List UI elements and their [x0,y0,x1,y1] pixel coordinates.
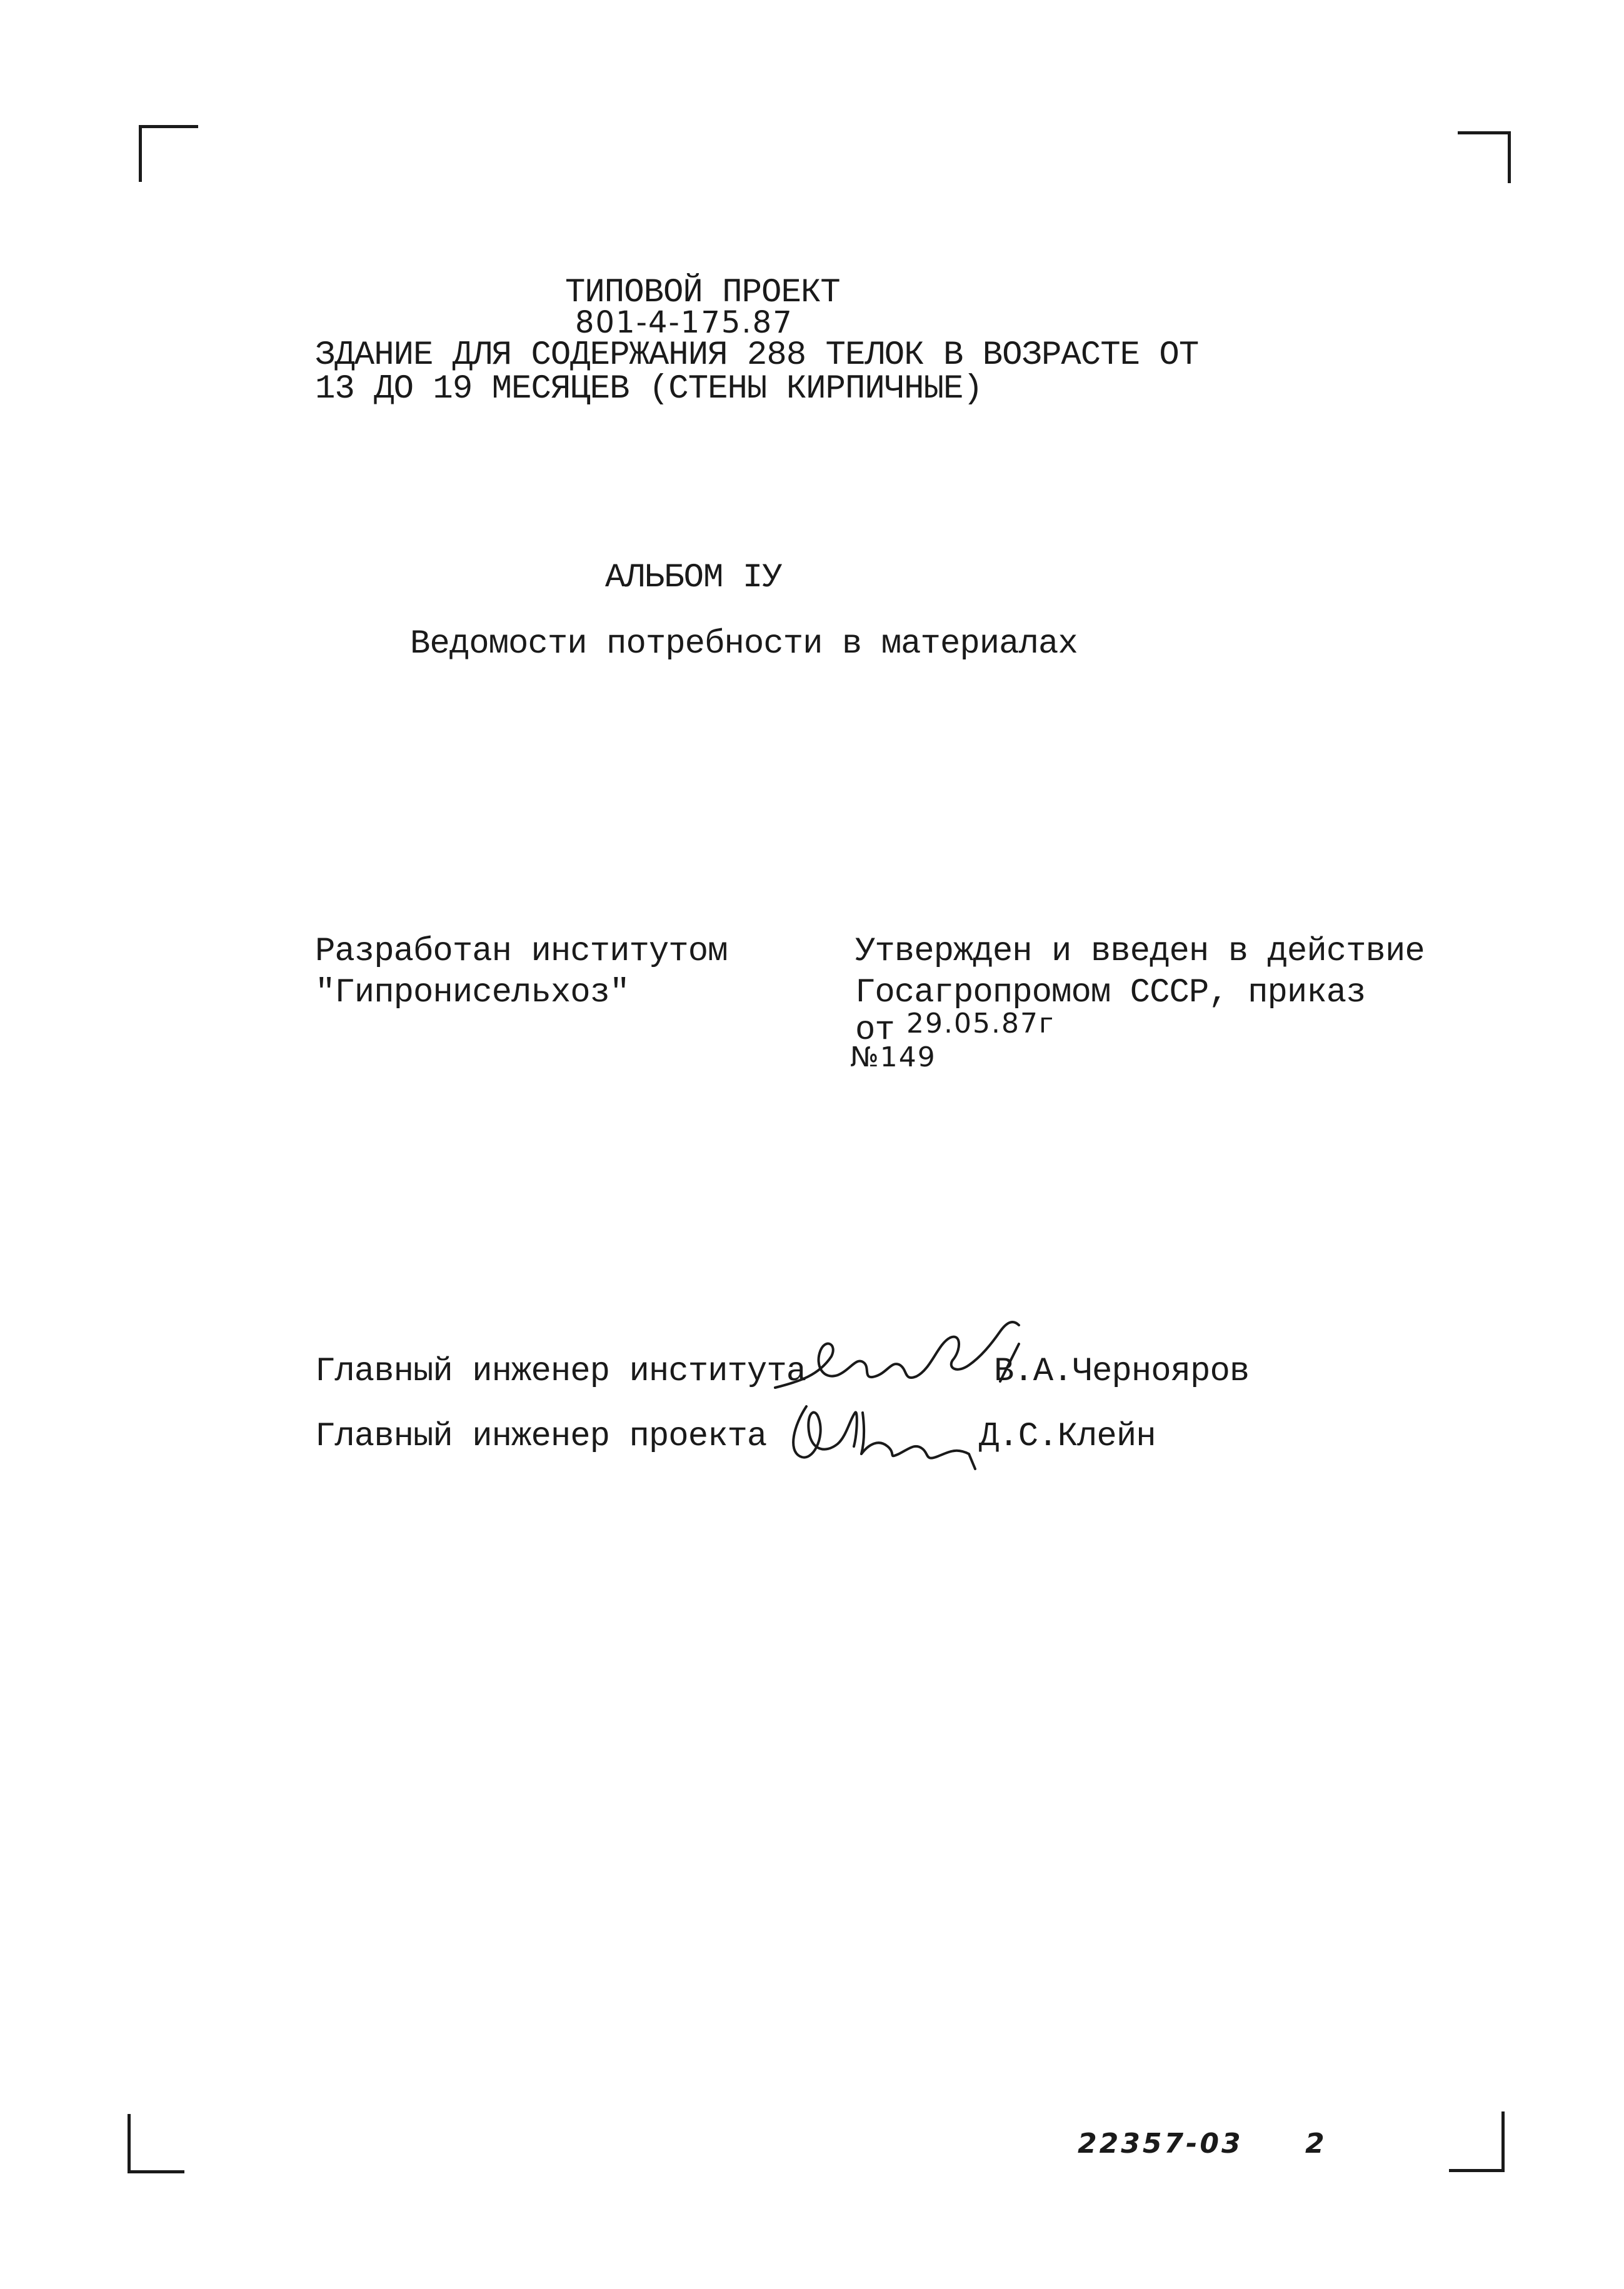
project-number: 801-4-175.87 [575,305,793,340]
developer-line2: "Гипронисельхоз" [315,974,629,1012]
page-number: 2 [1305,2128,1327,2160]
crop-mark-top-left [139,125,198,182]
approval-date: 29.05.87г [906,1008,1055,1039]
approval-date-prefix: от [855,1011,895,1049]
document-subtitle-line1: ЗДАНИЕ ДЛЯ СОДЕРЖАНИЯ 288 ТЕЛОК В ВОЗРАСТЕ ОТ [315,336,1199,374]
document-subtitle-line2: 13 ДО 19 МЕСЯЦЕВ (СТЕНЫ КИРПИЧНЫЕ) [315,370,983,408]
signature-chernoyarov [763,1300,1050,1406]
signature-klein [781,1394,988,1481]
chief-engineer-institute-label: Главный инженер института [315,1353,806,1391]
chief-engineer-project-name: Д.С.Клейн [979,1418,1156,1456]
chief-engineer-institute-name: В.А.Чернояров [994,1353,1250,1391]
crop-mark-bottom-right [1449,2111,1505,2172]
album-title: АЛЬБОМ IУ [605,559,782,597]
approval-order-number: №149 [850,1041,936,1073]
chief-engineer-project-label: Главный инженер проекта [315,1418,767,1456]
crop-mark-top-right [1458,131,1511,183]
approval-line1: Утвержден и введен в действие [855,933,1425,971]
archive-code: 22357-03 [1078,2128,1243,2160]
developer-line1: Разработан институтом [315,933,728,971]
album-description: Ведомости потребности в материалах [410,625,1078,663]
crop-mark-bottom-left [128,2114,184,2173]
approval-line2: Госагропромом СССР, приказ [855,974,1366,1012]
document-title: ТИПОВОЙ ПРОЕКТ [565,274,840,312]
